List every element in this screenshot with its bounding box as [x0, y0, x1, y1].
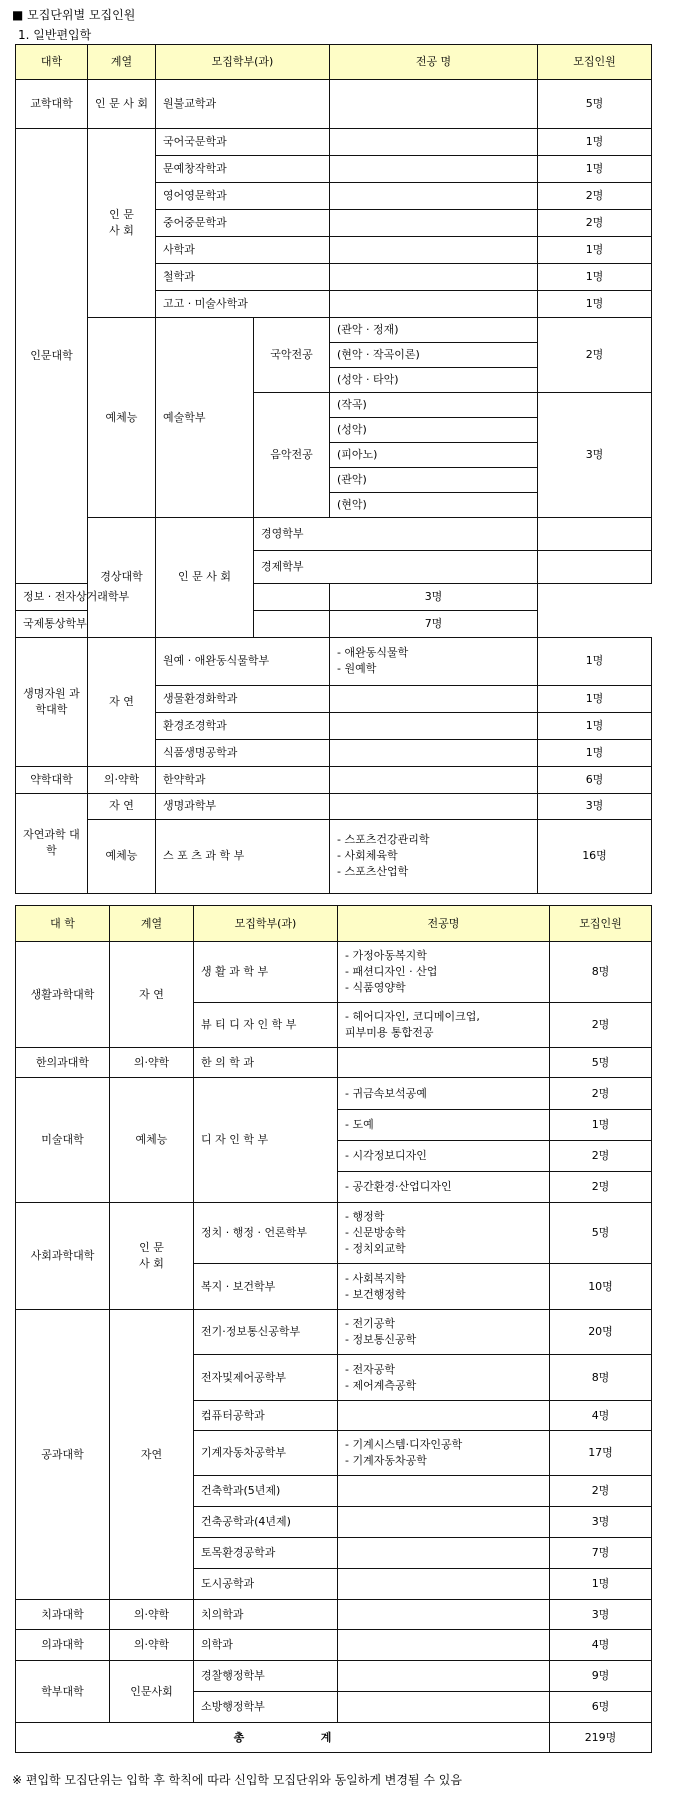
field-cell: 인 문 사 회 — [88, 80, 156, 129]
major-cell — [254, 583, 330, 610]
quota-cell: 1명 — [538, 291, 652, 318]
quota-cell: 2명 — [550, 1172, 652, 1203]
dept-cell: 환경조경학과 — [156, 712, 330, 739]
major-cell: - 기계시스템·디자인공학 - 기계자동차공학 — [338, 1431, 550, 1476]
field-cell: 인문사회 — [110, 1661, 194, 1723]
dept-cell: 디 자 인 학 부 — [194, 1078, 338, 1203]
dept-cell: 생명과학부 — [156, 793, 330, 819]
major-item: (성악 · 타악) — [330, 368, 538, 393]
quota-table-2 — [15, 905, 652, 1753]
quota-cell: 1명 — [538, 156, 652, 183]
major-cell — [538, 518, 652, 551]
dept-cell: 문예창작학과 — [156, 156, 330, 183]
quota-cell: 7명 — [330, 610, 538, 637]
dept-cell: 사학과 — [156, 237, 330, 264]
dept-cell: 경찰행정학부 — [194, 1661, 338, 1692]
quota-cell: 2명 — [538, 210, 652, 237]
field-cell: 예체능 — [110, 1078, 194, 1203]
major-cell: - 애완동식물학 - 원예학 — [330, 637, 538, 685]
dept-cell: 전기·정보통신공학부 — [194, 1310, 338, 1355]
major-cell — [330, 210, 538, 237]
dept-cell: 도시공학과 — [194, 1569, 338, 1600]
total-quota: 219명 — [550, 1723, 652, 1753]
major-cell — [254, 610, 330, 637]
dept-cell: 생물환경화학과 — [156, 685, 330, 712]
college-cell: 경상대학 — [88, 518, 156, 638]
dept-cell: 치의학과 — [194, 1600, 338, 1630]
major-cell — [338, 1048, 550, 1078]
major-cell: - 가정아동복지학 - 패션디자인 · 산업 - 식품영양학 — [338, 942, 550, 1003]
quota-cell: 2명 — [550, 1003, 652, 1048]
quota-cell: 6명 — [538, 766, 652, 793]
college-cell: 미술대학 — [16, 1078, 110, 1203]
dept-cell: 소방행정학부 — [194, 1692, 338, 1723]
college-cell: 학부대학 — [16, 1661, 110, 1723]
major-cell — [538, 550, 652, 583]
major-cell — [338, 1507, 550, 1538]
major-cell: - 행정학 - 신문방송학 - 정치외교학 — [338, 1203, 550, 1264]
dept-cell: 정보 · 전자상거래학부 — [16, 583, 156, 610]
major-cell — [330, 156, 538, 183]
major-cell — [330, 237, 538, 264]
major-cell: - 귀금속보석공예 — [338, 1078, 550, 1110]
major-cell: - 전기공학 - 정보통신공학 — [338, 1310, 550, 1355]
quota-cell: 1명 — [538, 264, 652, 291]
header-major: 전공 명 — [330, 45, 538, 80]
sub-major-cell: 국악전공 — [254, 318, 330, 393]
major-cell — [338, 1476, 550, 1507]
college-cell: 자연과학 대학 — [16, 793, 88, 893]
major-cell — [330, 264, 538, 291]
major-item: (현악) — [330, 493, 538, 518]
quota-cell: 2명 — [550, 1141, 652, 1172]
header-major: 전공명 — [338, 906, 550, 942]
dept-cell: 한 의 학 과 — [194, 1048, 338, 1078]
header-field: 계열 — [88, 45, 156, 80]
major-cell: - 헤어디자인, 코디메이크업, 피부미용 통합전공 — [338, 1003, 550, 1048]
quota-cell: 3명 — [538, 793, 652, 819]
major-cell — [338, 1569, 550, 1600]
dept-cell: 영어영문학과 — [156, 183, 330, 210]
major-cell: - 사회복지학 - 보건행정학 — [338, 1264, 550, 1310]
major-cell: - 공간환경·산업디자인 — [338, 1172, 550, 1203]
quota-cell: 1명 — [550, 1569, 652, 1600]
dept-cell: 철학과 — [156, 264, 330, 291]
dept-cell: 고고 · 미술사학과 — [156, 291, 330, 318]
header-field: 계열 — [110, 906, 194, 942]
dept-cell: 전자및제어공학부 — [194, 1355, 338, 1401]
quota-cell: 9명 — [550, 1661, 652, 1692]
footnote: ※ 편입학 모집단위는 입학 후 학칙에 따라 신입학 모집단위와 동일하게 변경될 수 있음 — [12, 1773, 462, 1787]
field-cell: 자 연 — [88, 793, 156, 819]
dept-cell: 한약학과 — [156, 766, 330, 793]
college-cell: 인문대학 — [16, 129, 88, 584]
quota-cell: 20명 — [550, 1310, 652, 1355]
major-item: (현악 · 작곡이론) — [330, 343, 538, 368]
quota-cell: 1명 — [538, 712, 652, 739]
header-quota: 모집인원 — [550, 906, 652, 942]
header-college: 대학 — [16, 45, 88, 80]
major-cell — [338, 1630, 550, 1661]
college-cell: 한의과대학 — [16, 1048, 110, 1078]
dept-cell: 생 활 과 학 부 — [194, 942, 338, 1003]
major-item: (관악) — [330, 468, 538, 493]
quota-cell: 17명 — [550, 1431, 652, 1476]
quota-cell: 8명 — [550, 1355, 652, 1401]
field-cell: 의·약학 — [88, 766, 156, 793]
dept-cell: 건축공학과(4년제) — [194, 1507, 338, 1538]
major-cell: - 도예 — [338, 1110, 550, 1141]
major-cell — [330, 291, 538, 318]
college-cell: 생활과학대학 — [16, 942, 110, 1048]
quota-cell: 3명 — [550, 1507, 652, 1538]
college-cell: 의과대학 — [16, 1630, 110, 1661]
field-cell: 의·약학 — [110, 1048, 194, 1078]
dept-cell: 뷰 티 디 자 인 학 부 — [194, 1003, 338, 1048]
field-cell: 의·약학 — [110, 1600, 194, 1630]
major-item: (피아노) — [330, 443, 538, 468]
dept-cell: 토목환경공학과 — [194, 1538, 338, 1569]
quota-cell: 5명 — [538, 80, 652, 129]
quota-table-1 — [15, 44, 652, 894]
dept-cell: 예술학부 — [156, 318, 254, 518]
field-cell: 인 문 사 회 — [110, 1203, 194, 1310]
dept-cell: 국제통상학부 — [16, 610, 156, 637]
quota-cell: 7명 — [550, 1538, 652, 1569]
quota-cell: 3명 — [330, 583, 538, 610]
major-cell — [338, 1661, 550, 1692]
header-quota: 모집인원 — [538, 45, 652, 80]
quota-cell: 8명 — [550, 942, 652, 1003]
dept-cell: 기계자동차공학부 — [194, 1431, 338, 1476]
college-cell: 교학대학 — [16, 80, 88, 129]
field-cell: 자 연 — [110, 942, 194, 1048]
dept-cell: 경영학부 — [254, 518, 538, 551]
dept-cell: 건축학과(5년제) — [194, 1476, 338, 1507]
quota-cell: 5명 — [550, 1048, 652, 1078]
dept-cell: 의학과 — [194, 1630, 338, 1661]
college-cell: 약학대학 — [16, 766, 88, 793]
quota-cell: 3명 — [550, 1600, 652, 1630]
field-cell: 예체능 — [88, 318, 156, 518]
field-cell: 인 문 사 회 — [88, 129, 156, 318]
header-dept: 모집학부(과) — [156, 45, 330, 80]
major-cell: - 전자공학 - 제어계측공학 — [338, 1355, 550, 1401]
college-cell: 생명자원 과학대학 — [16, 637, 88, 766]
quota-cell: 2명 — [538, 318, 652, 393]
quota-cell: 10명 — [550, 1264, 652, 1310]
header-dept: 모집학부(과) — [194, 906, 338, 942]
major-cell — [330, 793, 538, 819]
major-cell — [338, 1401, 550, 1431]
quota-cell: 3명 — [538, 393, 652, 518]
dept-cell: 원예 · 애완동식물학부 — [156, 637, 330, 685]
major-cell — [338, 1600, 550, 1630]
dept-cell: 중어중문학과 — [156, 210, 330, 237]
college-cell: 공과대학 — [16, 1310, 110, 1600]
major-cell — [338, 1538, 550, 1569]
quota-cell: 1명 — [538, 129, 652, 156]
quota-cell: 4명 — [550, 1630, 652, 1661]
field-cell: 자연 — [110, 1310, 194, 1600]
quota-cell: 1명 — [538, 637, 652, 685]
field-cell: 인 문 사 회 — [156, 518, 254, 638]
major-cell — [330, 80, 538, 129]
dept-cell: 복지 · 보건학부 — [194, 1264, 338, 1310]
quota-cell: 16명 — [538, 819, 652, 893]
total-label: 총 계 — [16, 1723, 550, 1753]
quota-cell: 5명 — [550, 1203, 652, 1264]
major-cell — [330, 685, 538, 712]
quota-cell: 1명 — [550, 1110, 652, 1141]
field-cell: 자 연 — [88, 637, 156, 766]
major-cell — [330, 739, 538, 766]
field-cell: 의·약학 — [110, 1630, 194, 1661]
major-item: (관악 · 정재) — [330, 318, 538, 343]
quota-cell: 4명 — [550, 1401, 652, 1431]
major-cell: - 스포츠건강관리학 - 사회체육학 - 스포츠산업학 — [330, 819, 538, 893]
field-cell: 예체능 — [88, 819, 156, 893]
dept-cell: 스 포 츠 과 학 부 — [156, 819, 330, 893]
college-cell: 사회과학대학 — [16, 1203, 110, 1310]
quota-cell: 2명 — [538, 183, 652, 210]
quota-cell: 2명 — [550, 1078, 652, 1110]
dept-cell: 식품생명공학과 — [156, 739, 330, 766]
header-college: 대 학 — [16, 906, 110, 942]
quota-cell: 6명 — [550, 1692, 652, 1723]
major-item: (작곡) — [330, 393, 538, 418]
dept-cell: 원불교학과 — [156, 80, 330, 129]
dept-cell: 정치 · 행정 · 언론학부 — [194, 1203, 338, 1264]
major-cell — [330, 129, 538, 156]
sub-title: 1. 일반편입학 — [18, 28, 92, 42]
sub-major-cell: 음악전공 — [254, 393, 330, 518]
quota-cell: 2명 — [550, 1476, 652, 1507]
major-item: (성악) — [330, 418, 538, 443]
quota-cell: 1명 — [538, 739, 652, 766]
major-cell — [330, 712, 538, 739]
college-cell: 치과대학 — [16, 1600, 110, 1630]
dept-cell: 컴퓨터공학과 — [194, 1401, 338, 1431]
major-cell — [338, 1692, 550, 1723]
quota-cell: 1명 — [538, 685, 652, 712]
section-title: ■ 모집단위별 모집인원 — [12, 8, 136, 22]
quota-cell: 1명 — [538, 237, 652, 264]
major-cell — [330, 766, 538, 793]
major-cell: - 시각정보디자인 — [338, 1141, 550, 1172]
dept-cell: 국어국문학과 — [156, 129, 330, 156]
dept-cell: 경제학부 — [254, 550, 538, 583]
major-cell — [330, 183, 538, 210]
